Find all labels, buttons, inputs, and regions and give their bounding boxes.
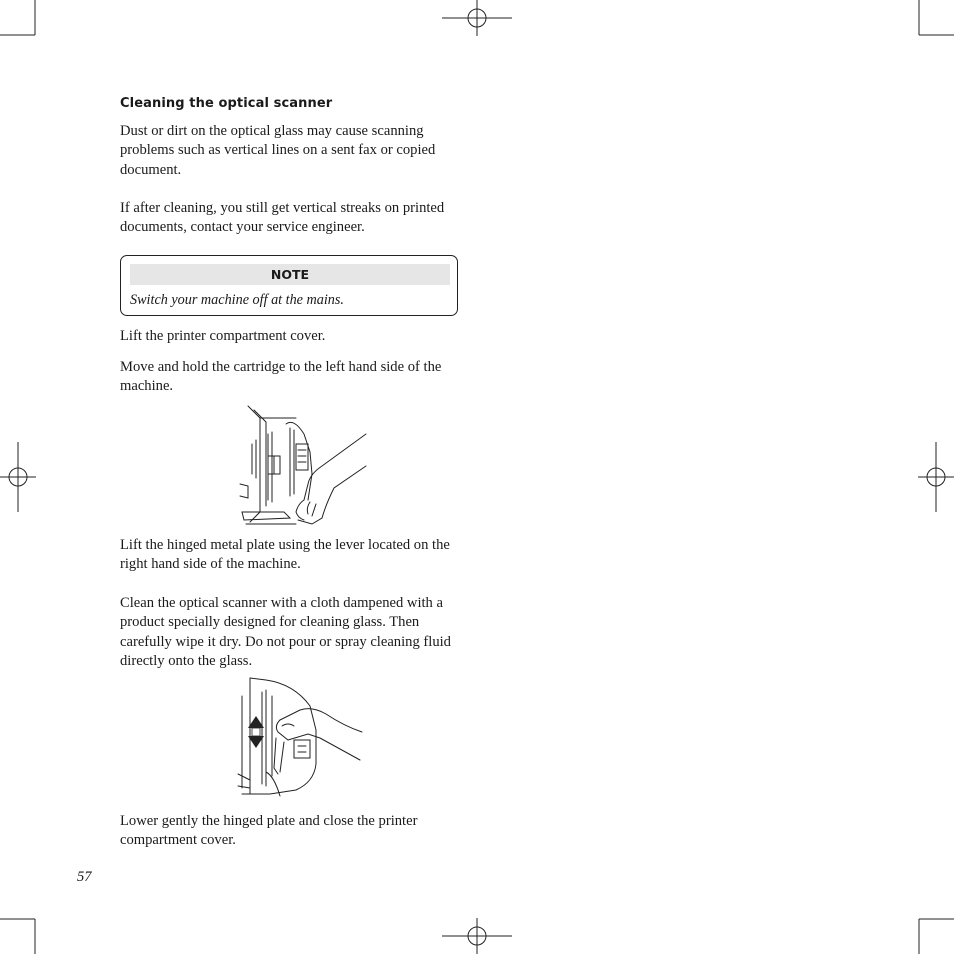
note-label: NOTE — [130, 264, 450, 285]
registration-mark-bottom — [442, 918, 512, 954]
registration-mark-right — [918, 442, 954, 512]
illustration-move-cartridge — [238, 404, 370, 528]
note-box — [120, 255, 458, 316]
paragraph-service-engineer: If after cleaning, you still get vertical streaks on printed documents, contact your service engineer. — [120, 200, 445, 236]
registration-mark-top — [442, 0, 512, 36]
crop-mark-bottom-right — [919, 919, 954, 954]
crop-mark-bottom-left — [0, 919, 35, 954]
paragraph-lower-plate: Lower gently the hinged plate and close the printer compartment cover. — [120, 813, 418, 849]
note-text: Switch your machine off at the mains. — [130, 292, 344, 308]
registration-mark-left — [0, 442, 36, 512]
paragraph-dust-warning: Dust or dirt on the optical glass may cause scanning problems such as vertical lines on a sent fax or copied document. — [120, 123, 436, 178]
section-heading: Cleaning the optical scanner — [120, 96, 333, 111]
illustration-clean-glass — [236, 676, 364, 802]
paragraph-clean-scanner: Clean the optical scanner with a cloth dampened with a product specially designed for cleaning glass. Then carefully wipe it dry. Do not pour or spray cleaning fluid directly onto the glass. — [120, 595, 451, 670]
crop-mark-top-left — [0, 0, 35, 35]
paragraph-lift-cover: Lift the printer compartment cover. — [120, 328, 326, 344]
crop-mark-top-right — [919, 0, 954, 35]
page-number: 57 — [77, 869, 92, 885]
paragraph-move-cartridge: Move and hold the cartridge to the left hand side of the machine. — [120, 359, 442, 395]
paragraph-lift-plate: Lift the hinged metal plate using the lever located on the right hand side of the machine. — [120, 537, 450, 573]
